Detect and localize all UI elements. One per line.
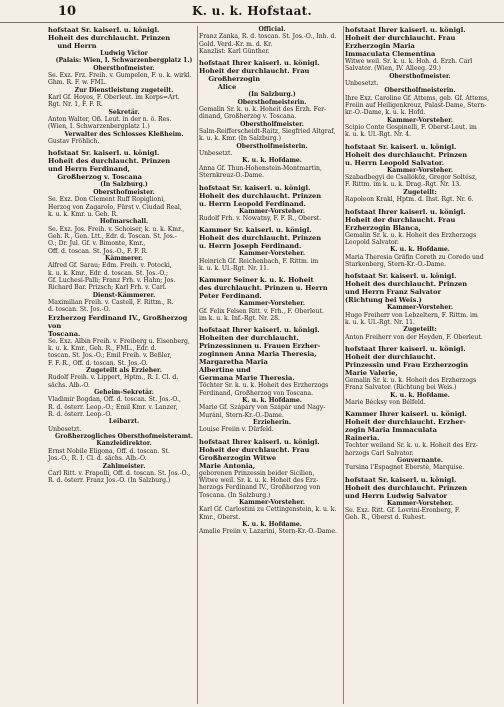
- section-heading: Oberstholfmeisterin.: [384, 87, 456, 95]
- section-heading: Obersthofmeister.: [93, 188, 155, 196]
- entry-text: Rudolf Frh. v. Nowatny, F. F. R., Oberst.: [199, 214, 322, 222]
- text-column-1: [48, 26, 200, 485]
- household-heading: Kammer Seiner k. u. k. Hoheit des durchlaucht. Prinzen u. Herrn Peter Ferdinand.: [199, 276, 328, 301]
- section-heading: Zugeteilt:: [403, 326, 437, 334]
- text-column-2: [199, 26, 345, 536]
- household-heading: hofstaat Ihrer kaiserl. u. königl. Hoheit der durchlaucht. Frau Großherzogin Witwe Marie Antonia,: [199, 437, 320, 470]
- section-heading: Oberstholfmeister.: [240, 120, 304, 128]
- entry-text: Ihre Exz. Caroline Gf. Attems, geb. Gf. Attems, Freiin auf Heiligenkreuz, Palast-Dame, Stern- kr.-O.-Dame, k. u. k. Hofd.: [345, 94, 490, 117]
- section-heading: Kammer-Vorsteher.: [239, 499, 305, 507]
- section-heading: (In Salzburg.): [248, 91, 296, 99]
- entry-text: Franz Zanka, R. d. toscan. St. Jos.-O., Inh. d. Gold. Verd.-Kr. m. d. Kr.: [199, 33, 337, 48]
- section-heading: Hofmarschall.: [99, 218, 149, 226]
- entry-text: Maximilian Freih. v. Castell, F. Rittm., R. d. toscan. St. Jos.-O.: [48, 298, 174, 314]
- section-heading: K. u. k. Hofdame.: [242, 157, 302, 165]
- household-heading: hofstaat Ihrer kaiserl. u. königl. Hoheit der durchlaucht. Prinzessin und Frau Erzherzogin Marie Valerie,: [345, 344, 469, 377]
- section-heading: Kammer-Vorsteher.: [387, 499, 453, 507]
- entry-text: Rudolf Freih. v. Lippert, Hptm., R. I. Cl. d. sächs. Alb.-O.: [48, 374, 179, 389]
- entry-text: Scipio Conte Gospinelli, F. Oberst-Leut. im k. u. k. Ul.-Rgt. Nr. 4.: [345, 124, 477, 139]
- entry-text: Gemalin Sr. k. u. k. Hoheit des Erzherzogs Leopold Salvator.: [345, 231, 477, 246]
- entry-text: Anton Freiherr von der Heyden, F. Oberleut.: [345, 333, 483, 341]
- entry-text: Maria Theresia Gräfin Coreth zu Coredo und Starkenberg, Stern-Kr.-O.-Dame.: [345, 253, 484, 268]
- household-heading: hofstaat Ihrer kaiserl. u. königl. Hoheit der durchlaucht. Frau Erzherzogin Blanca,: [345, 207, 466, 232]
- page-header: [0, 0, 504, 23]
- text-column-3: [345, 26, 495, 522]
- household-heading: hofstaat Sr. kaiserl. u. königl. Hoheit des durchlaucht. Prinzen u. Herrn Leopold Ferdinand.: [199, 183, 322, 208]
- section-heading: K. u. k. Hofdame.: [242, 521, 302, 529]
- entry-text: Gf. Felix Felsen Ritt. v. Frh., F. Oberleut. im k. u. k. Inf.-Rgt. Nr. 28.: [199, 307, 324, 322]
- household-heading: hofstaat Sr. kaiserl. u. königl. Hoheit des durchlaucht. Prinzen und Herrn Ferdinand, Großherzog v. Toscana: [48, 149, 171, 182]
- entry-text: Witwe weil. Sr. k. u. k. Hoh. d. Erzh. Carl Salvator. (Wien, IV. Alleeg. 29.): [345, 58, 473, 73]
- entry-text: Louise Freiin v. Dürfeld.: [199, 426, 274, 434]
- entry-text: Se. Exz. Albin Freih. v. Freiberg u. Eisenberg, k. u. k. Kmr., Geh. R., FML., Edr. d. toscan. St. Jos.-O.; Emil Freih. v. Beßler, F. F. R., Off. d. toscan. St. Jos.-O.: [48, 337, 190, 367]
- household-heading: hofstaat Sr. kaiserl. u. königl. Hoheit des durchlaucht. Prinzen u. Herrn Leopold Salvator.: [345, 142, 468, 167]
- entry-text: Unbesetzt.: [345, 80, 379, 88]
- entry-text: Se. Exz. Jos. Freih. v. Schoiser, k. u. k. Kmr., Geh. R., Gen. Ltt., Edr. d. Toscan. St. Jos.- O.; Dr. Jul. Gf. v. Bimonte, Kmr., Off. d. toscan. St. Jos.-O., F. F. R.: [48, 225, 185, 255]
- running-title: K. u. k. Hofstaat.: [191, 4, 312, 18]
- entry-text: Ernst Nobile Eligona, Off. d. toscan. St. Jos.-O., R. I. Cl. d. sächs. Alb.-O.: [48, 447, 170, 463]
- section-heading: Kammer-Vorsteher.: [239, 207, 305, 215]
- section-heading: Zahlmeister.: [102, 462, 146, 470]
- household-heading: Kammer Sr. kaiserl. u. königl. Hoheit des durchlaucht. Prinzen u. Herrn Joseph Ferdinand.: [199, 226, 322, 251]
- entry-text: Se. Exz. Don Clement Ruff Ropiglioni, Herzog von Zagarolo, Fürst v. Ciudad Real, k. u. k. Kmr. u. Geh. R.: [48, 196, 182, 218]
- section-heading: K. u. k. Hofdame.: [242, 396, 302, 404]
- entry-text: Gemalin Sr. k. u. k. Hoheit des Erzh. Fer- dinand, Großherzog v. Toscana.: [199, 106, 327, 121]
- section-heading: Obersthofmeister.: [389, 72, 451, 80]
- section-heading: Kammer-Vorsteher.: [387, 116, 453, 124]
- entry-text: Hugo Freiherr von Lebzeltern, F. Rittm. im k. u. k. Ul.-Rgt. Nr. 11.: [345, 311, 478, 326]
- section-heading: K. u. k. Hofdame.: [390, 246, 450, 254]
- entry-text: Unbesetzt.: [199, 150, 233, 158]
- section-heading: Zugeteilt:: [403, 188, 437, 196]
- section-heading: Obersthofmeister.: [93, 64, 155, 72]
- section-heading: Geheim-Sekretär.: [94, 389, 154, 397]
- entry-text: Marie Gf. Szápáry von Szápár und Nagy- Muráni, Stern-Kr.-O.-Dame.: [199, 404, 326, 419]
- section-heading: Zugeteilt als Erzieher.: [86, 367, 162, 375]
- section-heading: Kammer-Vorsteher.: [239, 300, 305, 308]
- household-heading: hofstaat Sr. kaiserl. u. königl. Hoheit des durchlaucht. Prinzen und Herrn Franz Salvator (Richtung bei Weis.): [345, 272, 468, 305]
- entry-text: Tursina l'Espagnet Eberstè, Marquise.: [345, 464, 465, 472]
- entry-text: Marie Bécksy von Bélfeld.: [345, 398, 426, 406]
- section-heading: Sekretär.: [108, 108, 140, 116]
- household-heading: Kammer Ihrer kaiserl. u. königl. Hoheit der durchlaucht. Erzher- zogin Maria Immaculata Raineria.: [345, 410, 467, 443]
- entry-text: Karl Gf. Hoyos, F. Oberleut. im Korps=Art. Rgt. Nr. 1, F. F. R.: [48, 94, 180, 109]
- entry-text: Gustav Fröhlich.: [48, 138, 100, 146]
- entry-text: Se. Exz. Ritt. Gf. Lovrini-Eronberg, F. Geh. R., Oberst d. Ruhest.: [345, 507, 461, 522]
- entry-text: Amalie Freiin v. Lazarini, Stern-Kr.-O.-Dame.: [199, 528, 337, 536]
- entry-text: geborenen Prinzessin beider Sicilien, Witwe weil. Sr. k. u. k. Hoheit des Erz- herzogs Ferdinand IV., Großherzog von Toscana. (In Salzburg.): [199, 469, 321, 499]
- entry-text: Anna Gf. Thun-Hohenstein-Montmartin, Sternkreuz-O.-Dame.: [199, 164, 322, 180]
- entry-text: Alfred Gf. Sarau; Edm. Freih. v. Potocki, k. u. k. Kmr., Edr. d. toscan. St. Jos.-O.; Gf. Luchesi-Palli; Franz Frh. v. Hahn; Jos. Richard Bar. Prizsch; Karl Frh. v. Carl.: [48, 262, 176, 292]
- entry-text: Vladimir Bogdan, Off. d. toscan. St. Jos.-O., R. d. österr. Leop.-O.; Emil Kmr. v. Lanzer, R. d. österr. Leop.-O.: [48, 396, 181, 419]
- household-heading: hofstaat Sr. kaiserl. u. königl. Hoheit des durchlaucht. Prinzen und Herrn Ludwig Salvator: [345, 475, 468, 500]
- section-heading: Obersthofmeisterin.: [237, 98, 307, 106]
- section-heading: Leibarzt.: [108, 418, 140, 426]
- section-heading: Kammer-Vorsteher.: [239, 250, 305, 258]
- household-heading: hofstaat Sr. kaiserl. u. königl. Hoheit des durchlaucht. Prinzen und Herrn: [48, 26, 171, 50]
- section-heading: Erzieherin.: [253, 418, 291, 426]
- entry-text: Heinrich Gf. Reichenbach, F. Rittm. im k. u. k. Ul.-Rgt. Nr. 11.: [199, 257, 319, 272]
- section-heading: Kämmerer.: [105, 254, 143, 262]
- section-heading: Dienst-Kämmerer.: [92, 291, 156, 299]
- section-heading: (In Salzburg.): [100, 181, 148, 189]
- entry-text: Szabadbegyi de Csallóköz, Gregor Soltész, F. Rittm. im k. u. k. Drag.-Rgt. Nr. 13.: [345, 174, 477, 189]
- section-heading: Kanzleidirektor.: [96, 440, 152, 448]
- entry-text: Anton Walter, Oß. Leut. in der n. ö. Res. (Wien, I. Schwarzenbergplatz 1.): [48, 116, 172, 131]
- household-heading: hofstaat Ihrer kaiserl. u. königl. Hoheit der durchlaucht. Frau Erzherzogin Maria Immaculata Clementina: [345, 26, 466, 58]
- page-number: 10: [58, 4, 77, 19]
- entry-text: Rapoleon Krakl, Hptm. d. Ihst. Rgt. Nr. 6.: [345, 196, 474, 204]
- section-heading: Kammer-Vorsteher.: [387, 166, 453, 174]
- section-heading: Official.: [258, 26, 286, 33]
- household-heading: Erzherzog Ferdinand IV., Großherzog von Toscana.: [48, 313, 188, 338]
- section-heading: Ludwig Victor: [100, 50, 148, 57]
- entry-text: Unbesetzt.: [48, 425, 82, 433]
- section-heading: K. u. k. Hofdame.: [390, 391, 450, 399]
- section-heading: (Palais: Wien, I. Schwarzenbergplatz 1.): [55, 57, 193, 65]
- entry-text: Karl Gf. Carlostini zu Cettingenstein, k. u. k. Kmr., Oberst.: [199, 506, 337, 521]
- entry-text: Töchter Sr. k. u. k. Hoheit des Erzherzogs Ferdinand, Großherzog von Toscana.: [199, 382, 329, 397]
- entry-text: Carl Ritt. v. Frapolli, Off. d. toscan. St. Jos.-O., R. d. österr. Franz Jos.-O. (In Salzburg.): [48, 469, 191, 485]
- entry-text: Tochter weiland Sr. k. u. k. Hoheit des Erz- herzogs Carl Salvator.: [345, 442, 478, 457]
- section-heading: Oberstholfmeisterin.: [236, 142, 308, 150]
- section-heading: Gouvernante.: [397, 457, 443, 464]
- household-heading: hofstaat Ihrer kaiserl. u. königl. Hoheit der durchlaucht. Frau Großherzogin Alice: [199, 59, 320, 92]
- household-heading: hofstaat Ihrer kaiserl. u. königl. Hoheiten der durchlaucht. Prinzessinnen u. Frauen Erzher- zoginnen Anna Maria Theresia, Margaretha Maria Albertine und Germana Marie Theresia.: [199, 326, 321, 383]
- entry-text: Salm-Reifferscheidt-Raitz, Siegfried Altgraf, k. u. k. Kmr. (In Salzburg.): [199, 128, 336, 143]
- section-heading: Kammer-Vorsteher.: [387, 304, 453, 312]
- section-heading: Zur Dienstleistung zugeteilt.: [74, 86, 174, 94]
- entry-text: Se. Exz. Frz. Freih. v. Gumpelen, F. u. k. wirkl. Ghm. R. F. w. FML.: [48, 72, 192, 87]
- entry-text: Gemalin Sr. k. u. k. Hoheit des Erzherzogs Franz Salvator. (Richtung bei Weis.): [345, 376, 477, 392]
- section-heading: Verwalter des Schlosses Kleßheim.: [64, 130, 184, 138]
- entry-text: Kanzlist: Karl Günther.: [199, 48, 270, 56]
- section-heading: Großherzogliches Obersthofmeisteramt.: [55, 433, 193, 441]
